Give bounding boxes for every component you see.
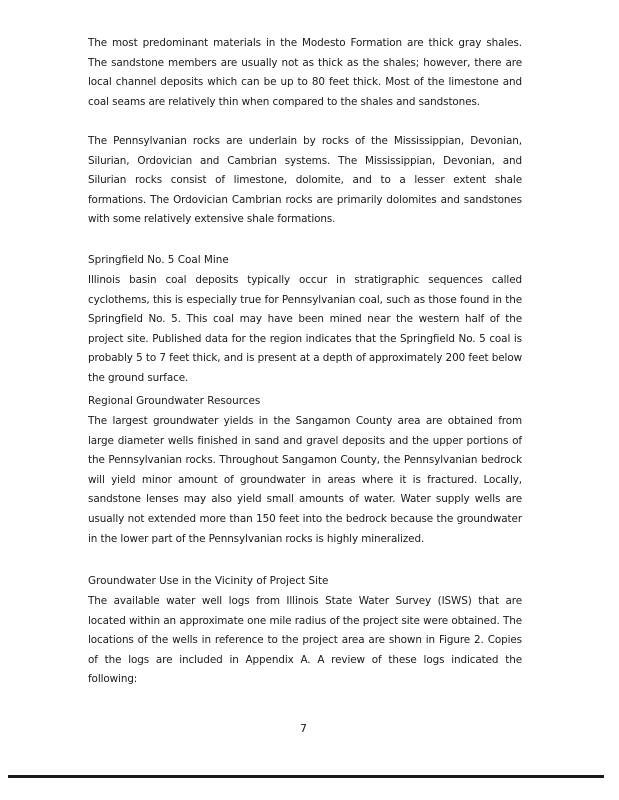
paragraph-groundwater-use: The available water well logs from Illinois State Water Survey (ISWS) that are located within an approximate one mile radius of the project site were obtained. The locations of the wells in reference to the project area are shown in Figure 2. Copies of the logs are included in Appendix A. A review of these logs indicated the following: [88,595,522,686]
paragraph-coal-deposits: Illinois basin coal deposits typically occur in stratigraphic sequences called cyclothems, this is especially true for Pennsylvanian coal, such as those found in the Springfield No. 5. This coal may have been mined near the western half of the project site. Published data for the region indicates that the Springfield No. 5 coal is probably 5 to 7 feet thick, and is present at a depth of approximately 200 feet below the ground surface. [88,274,522,384]
paragraph-pennsylvanian-rocks: The Pennsylvanian rocks are underlain by rocks of the Mississippian, Devonian, Silurian, Ordovician and Cambrian systems. The Mississippian, Devonian, and Silurian rocks consist of limestone, dolomite, and to a lesser extent shale formations. The Ordovician Cambrian rocks are primarily dolomites and sandstones with some relatively extensive shale formations. [88,135,522,226]
heading-regional-groundwater: Regional Groundwater Resources [88,395,261,407]
paragraph-groundwater-resources: The largest groundwater yields in the Sangamon County area are obtained from large diameter wells finished in sand and gravel deposits and the upper portions of the Pennsylvanian rocks. Throughout Sangamon County, the Pennsylvanian bedrock will yield minor amount of groundwater in areas where it is fractured. Locally, sandstone lenses may also yield small amounts of water. Water supply wells are usually not extended more than 150 feet into the bedrock because the groundwater in the lower part of the Pennsylvanian rocks is highly mineralized. [88,415,522,545]
heading-springfield-coal-mine: Springfield No. 5 Coal Mine [88,254,229,266]
heading-groundwater-use: Groundwater Use in the Vicinity of Project Site [88,575,329,587]
page-number: 7 [300,722,307,735]
paragraph-modesto-formation: The most predominant materials in the Modesto Formation are thick gray shales. The sandstone members are usually not as thick as the shales; however, there are local channel deposits which can be up to 80 feet thick. Most of the limestone and coal seams are relatively thin when compared to the shales and sandstones. [88,37,522,108]
footer-divider [8,775,604,778]
